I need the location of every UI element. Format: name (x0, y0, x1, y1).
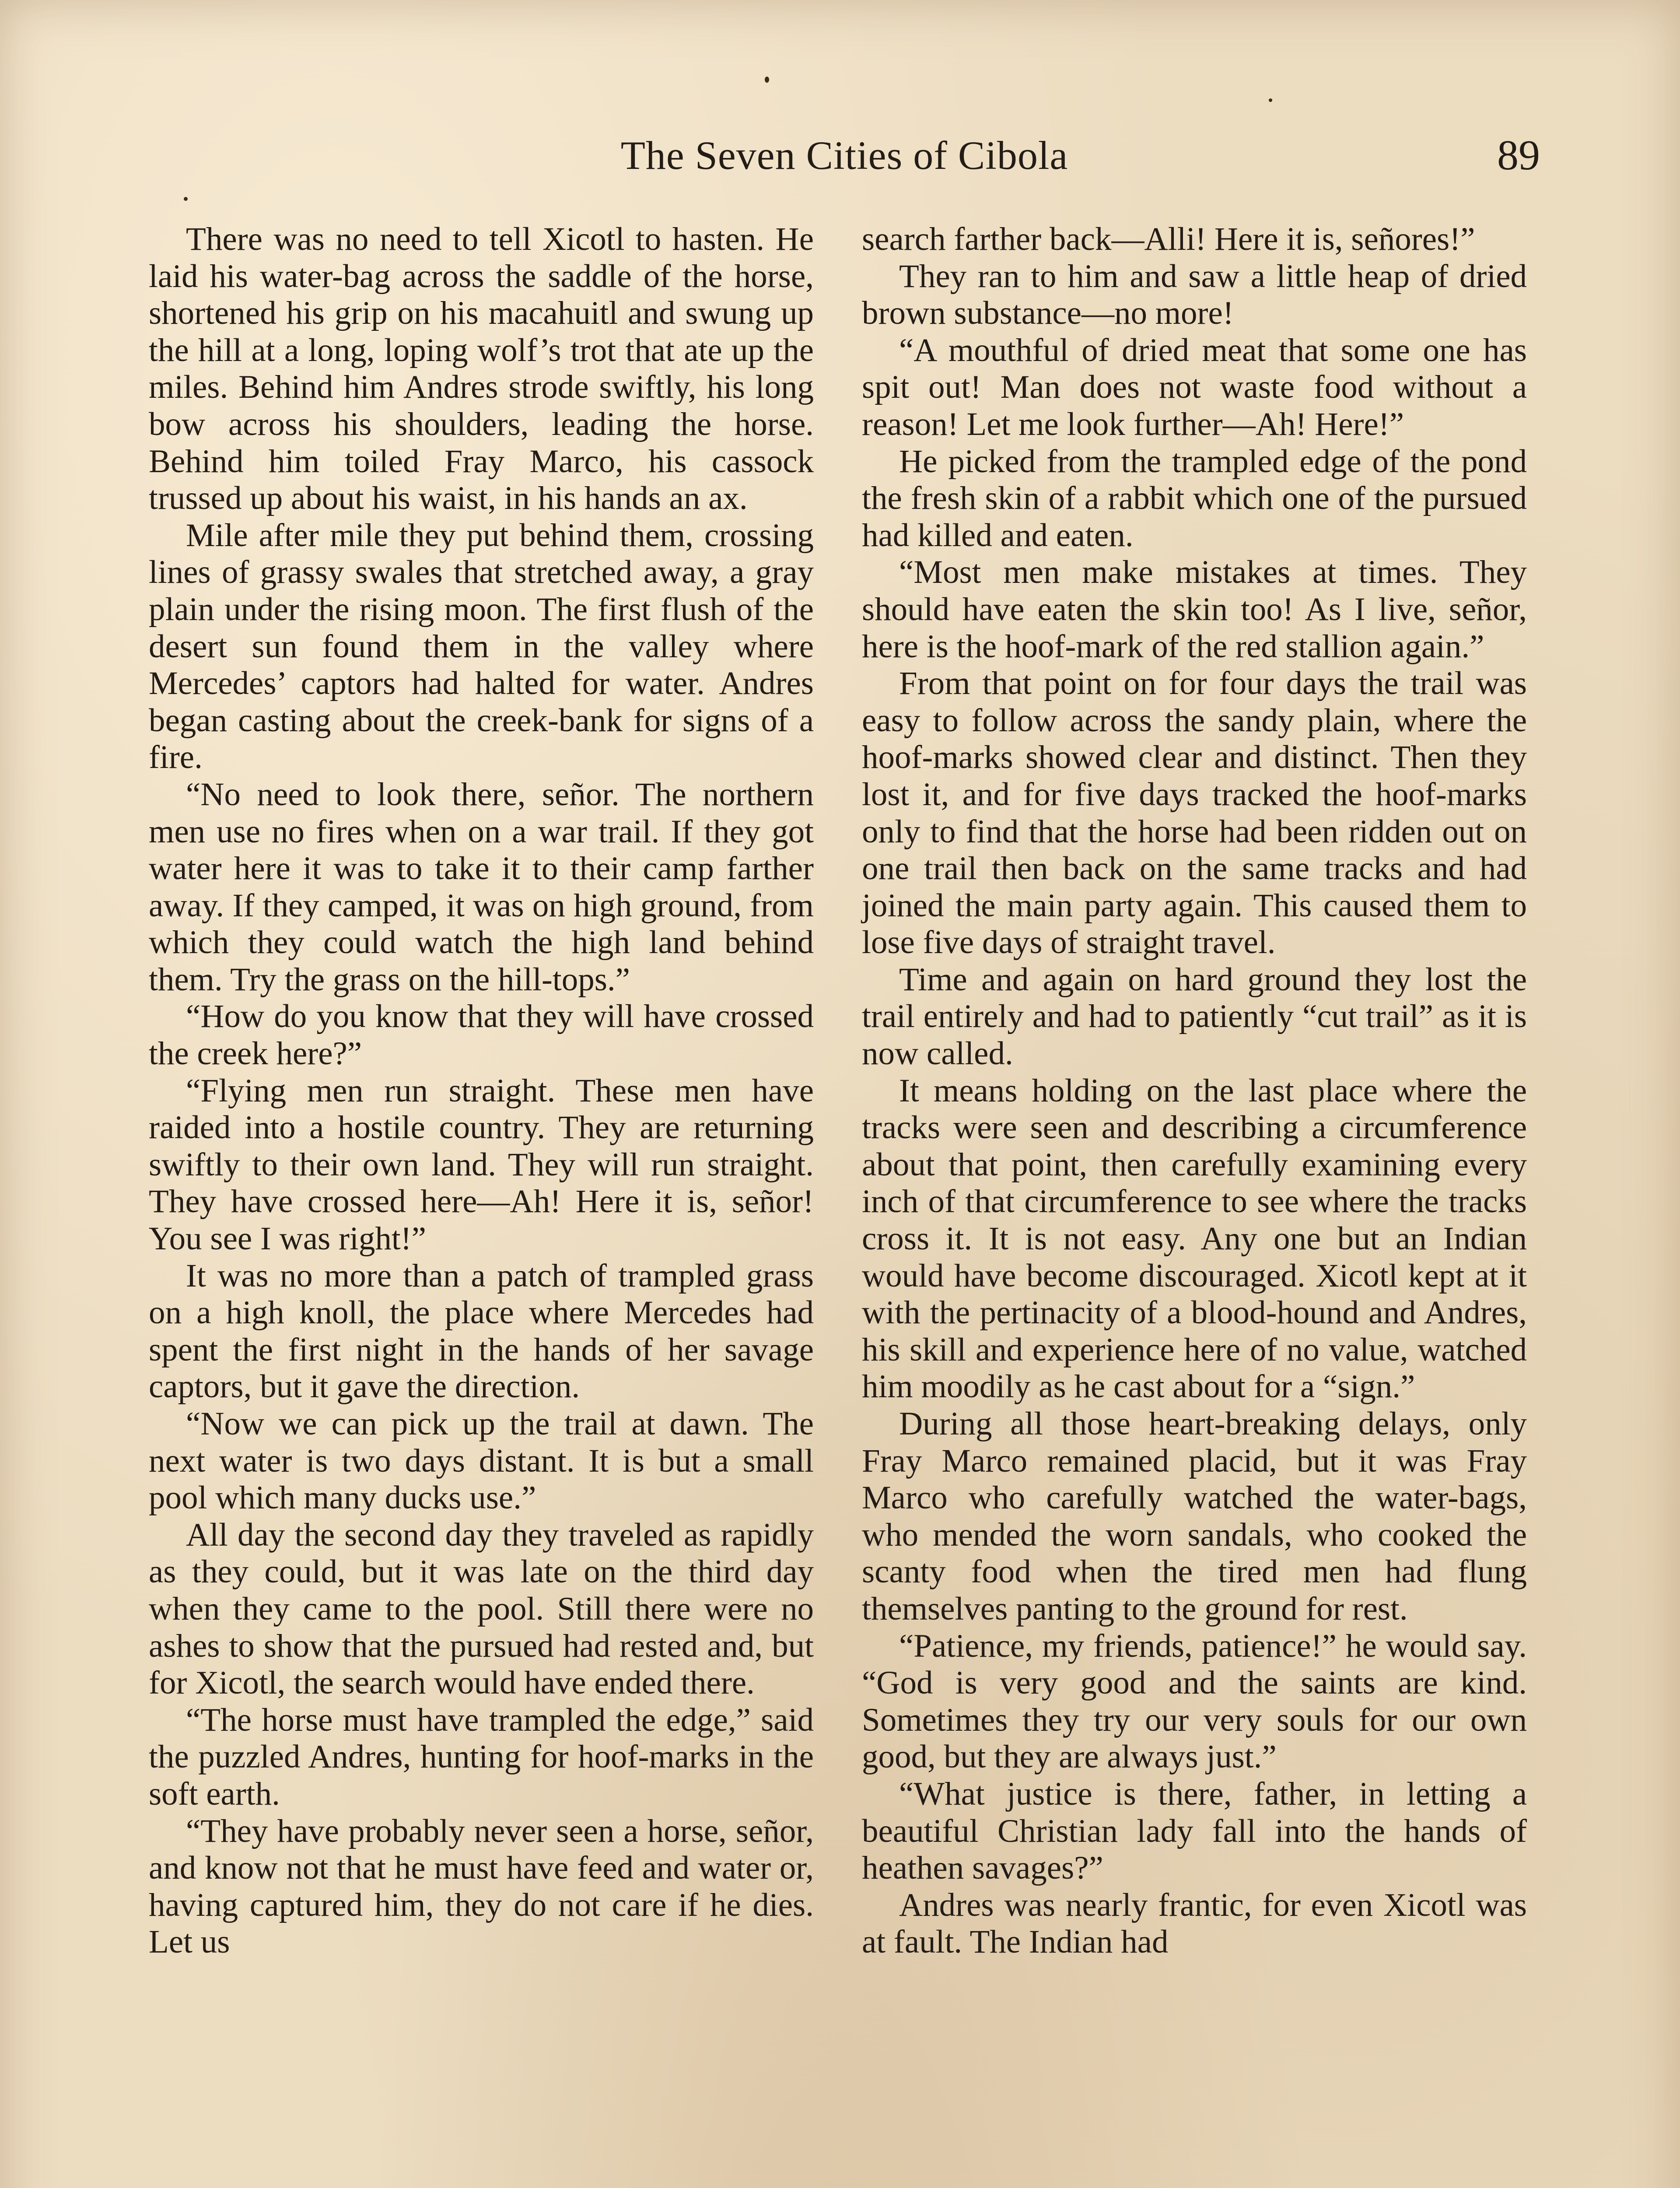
paragraph: Mile after mile they put behind them, crossing lines of grassy swales that stretched away, a gray plain under the rising moon. The first flush of the desert sun found them in the valley where Mercedes’ captors had halted for water. Andres began casting about the creek-bank for signs of a fire. (149, 517, 814, 776)
paragraph: “How do you know that they will have crossed the creek here?” (149, 998, 814, 1072)
page-number: 89 (1497, 132, 1540, 179)
paragraph: Andres was nearly frantic, for even Xicotl was at fault. The Indian had (862, 1886, 1527, 1960)
left-text-column (149, 221, 814, 2188)
paragraph: All day the second day they traveled as rapidly as they could, but it was late on the third day when they came to the pool. Still there were no ashes to show that the pursued had rested and, but for Xicotl, the search would have ended there. (149, 1516, 814, 1701)
paragraph: “Most men make mistakes at times. They should have eaten the skin too! As I live, señor, here is the hoof-mark of the red stallion again.” (862, 554, 1527, 665)
paragraph: It means holding on the last place where the tracks were seen and describing a circumference about that point, then carefully examining every inch of that circumference to see where the tracks cross it. It is not easy. Any one but an Indian would have become discouraged. Xicotl kept at it with the pertinacity of a blood-hound and Andres, his skill and experience here of no value, watched him moodily as he cast about for a “sign.” (862, 1072, 1527, 1405)
paragraph: “Now we can pick up the trail at dawn. The next water is two days distant. It is but a small pool which many ducks use.” (149, 1406, 814, 1516)
paragraph: During all those heart-breaking delays, only Fray Marco remained placid, but it was Fray Marco who carefully watched the water-bags, who mended the worn sandals, who cooked the scanty food when the tired men had flung themselves panting to the ground for rest. (862, 1406, 1527, 1627)
ink-speck (184, 197, 188, 201)
paragraph: “Patience, my friends, patience!” he would say. “God is very good and the saints are kind. Sometimes they try our very souls for our own good, but they are always just.” (862, 1627, 1527, 1775)
running-title: The Seven Cities of Cibola (620, 133, 1068, 178)
paragraph: There was no need to tell Xicotl to hasten. He laid his water-bag across the saddle of the horse, shortened his grip on his macahuitl and swung up the hill at a long, loping wolf’s trot that ate up the miles. Behind him Andres strode swiftly, his long bow across his shoulders, leading the horse. Behind him toiled Fray Marco, his cassock trussed up about his waist, in his hands an ax. (149, 221, 814, 517)
paragraph: He picked from the trampled edge of the pond the fresh skin of a rabbit which one of the pursued had killed and eaten. (862, 443, 1527, 554)
paragraph: Time and again on hard ground they lost the trail entirely and had to patiently “cut trail” as it is now called. (862, 961, 1527, 1072)
paragraph: search farther back—Alli! Here it is, señores!” (862, 221, 1475, 257)
ink-speck (1269, 98, 1272, 102)
paragraph: “A mouthful of dried meat that some one has spit out! Man does not waste food without a reason! Let me look further—Ah! Here!” (862, 332, 1527, 442)
paragraph: From that point on for four days the trail was easy to follow across the sandy plain, where the hoof-marks showed clear and distinct. Then they lost it, and for five days tracked the hoof-marks only to find that the horse had been ridden out on one trail then back on the same tracks and had joined the main party again. This caused them to lose five days of straight travel. (862, 665, 1527, 961)
paragraph: It was no more than a patch of trampled grass on a high knoll, the place where Mercedes had spent the first night in the hands of her savage captors, but it gave the direction. (149, 1257, 814, 1405)
paragraph: “The horse must have trampled the edge,” said the puzzled Andres, hunting for hoof-marks in the soft earth. (149, 1701, 814, 1812)
paragraph: They ran to him and saw a little heap of dried brown substance—no more! (862, 258, 1527, 332)
paragraph: “No need to look there, señor. The northern men use no fires when on a war trail. If they got water here it was to take it to their camp farther away. If they camped, it was on high ground, from which they could watch the high land behind them. Try the grass on the hill-tops.” (149, 776, 814, 998)
right-text-column (862, 221, 1527, 2188)
paragraph: “What justice is there, father, in letting a beautiful Christian lady fall into the hands of heathen savages?” (862, 1775, 1527, 1886)
paragraph: “Flying men run straight. These men have raided into a hostile country. They are returning swiftly to their own land. They will run straight. They have crossed here—Ah! Here it is, señor! You see I was right!” (149, 1072, 814, 1257)
ink-speck (765, 77, 769, 83)
running-header (149, 127, 1540, 184)
paragraph: “They have probably never seen a horse, señor, and know not that he must have feed and water or, having captured him, they do not care if he dies. Let us (149, 1813, 814, 1960)
